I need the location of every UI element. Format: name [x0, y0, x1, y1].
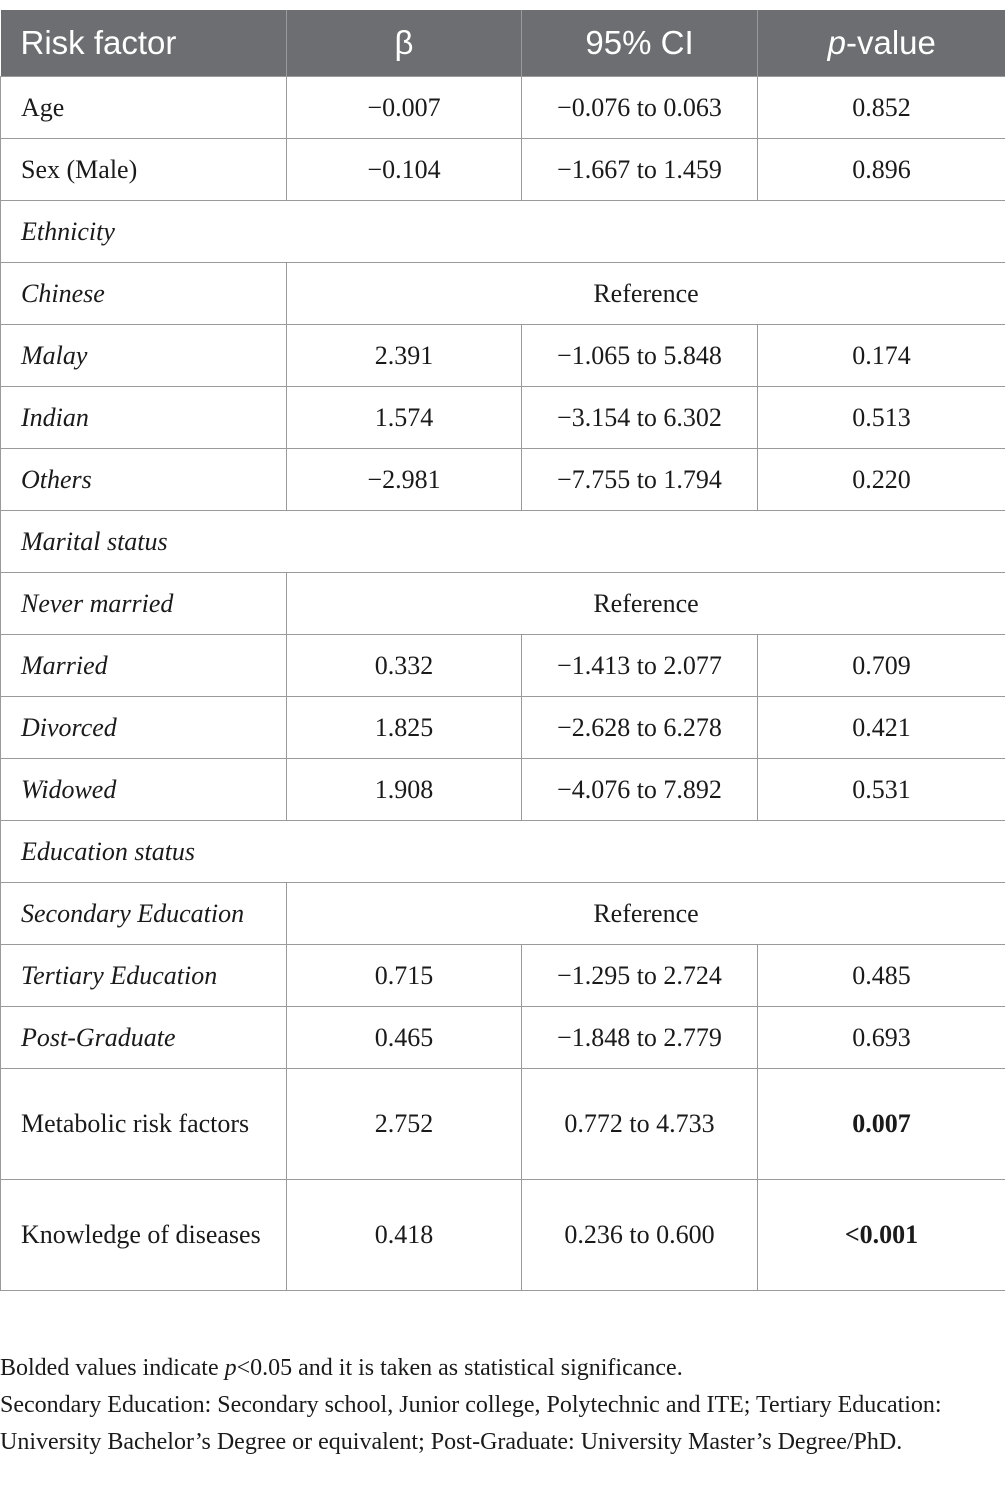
beta-cell: 0.418	[287, 1180, 522, 1291]
header-p-rest: -value	[845, 24, 936, 61]
ci-cell: −2.628 to 6.278	[522, 697, 758, 759]
beta-cell: 1.825	[287, 697, 522, 759]
section-label: Marital status	[1, 511, 1005, 573]
row-label: Indian	[1, 387, 287, 449]
footnote-p-italic: p	[224, 1355, 237, 1381]
row-label: Malay	[1, 325, 287, 387]
footnote-significance	[0, 1350, 1000, 1387]
section-label: Education status	[1, 821, 1005, 883]
ci-cell: −7.755 to 1.794	[522, 449, 758, 511]
table-row	[1, 387, 1005, 449]
ci-cell: −4.076 to 7.892	[522, 759, 758, 821]
p-value-cell: 0.896	[758, 139, 1005, 201]
p-value-cell: 0.513	[758, 387, 1005, 449]
beta-cell: 2.752	[287, 1069, 522, 1180]
beta-cell: −0.007	[287, 77, 522, 139]
p-value-cell: 0.531	[758, 759, 1005, 821]
header-ci: 95% CI	[522, 10, 758, 77]
table-row	[1, 1180, 1005, 1291]
table-row	[1, 945, 1005, 1007]
beta-cell: 1.908	[287, 759, 522, 821]
table-row	[1, 139, 1005, 201]
table-row	[1, 1007, 1005, 1069]
p-value-cell: 0.852	[758, 77, 1005, 139]
beta-cell: −2.981	[287, 449, 522, 511]
row-label: Knowledge of diseases	[1, 1180, 287, 1291]
section-row	[1, 201, 1005, 263]
table-row	[1, 77, 1005, 139]
section-row	[1, 511, 1005, 573]
header-p-italic: p	[827, 24, 846, 61]
reference-cell: Reference	[287, 573, 1005, 635]
p-value-cell: 0.421	[758, 697, 1005, 759]
ci-cell: −1.295 to 2.724	[522, 945, 758, 1007]
ci-cell: −0.076 to 0.063	[522, 77, 758, 139]
p-value-cell-significant: 0.007	[758, 1069, 1005, 1180]
beta-cell: 0.465	[287, 1007, 522, 1069]
ci-cell: −1.667 to 1.459	[522, 139, 758, 201]
row-label: Never married	[1, 573, 287, 635]
p-value-cell: 0.693	[758, 1007, 1005, 1069]
row-label: Divorced	[1, 697, 287, 759]
row-label: Post-Graduate	[1, 1007, 287, 1069]
section-label: Ethnicity	[1, 201, 1005, 263]
p-value-cell-significant: <0.001	[758, 1180, 1005, 1291]
footnote-text: Bolded values indicate	[0, 1355, 225, 1381]
table-row	[1, 697, 1005, 759]
table-footnotes	[0, 1350, 1000, 1461]
header-beta: β	[287, 10, 522, 77]
table-row	[1, 325, 1005, 387]
table-row	[1, 573, 1005, 635]
p-value-cell: 0.220	[758, 449, 1005, 511]
beta-cell: 1.574	[287, 387, 522, 449]
header-risk-factor: Risk factor	[1, 10, 287, 77]
p-value-cell: 0.485	[758, 945, 1005, 1007]
row-label: Widowed	[1, 759, 287, 821]
table-row	[1, 449, 1005, 511]
header-p-value	[758, 10, 1005, 77]
beta-cell: 0.715	[287, 945, 522, 1007]
regression-table	[0, 10, 1005, 1291]
row-label: Others	[1, 449, 287, 511]
ci-cell: −3.154 to 6.302	[522, 387, 758, 449]
footnote-text: <0.05 and it is taken as statistical significance.	[236, 1355, 683, 1381]
p-value-cell: 0.709	[758, 635, 1005, 697]
table-header-row	[1, 10, 1005, 77]
row-label: Chinese	[1, 263, 287, 325]
ci-cell: −1.413 to 2.077	[522, 635, 758, 697]
footnote-definitions: Secondary Education: Secondary school, Junior college, Polytechnic and ITE; Tertiary Education: University Bachelor’s Degree or equivalent; Post-Graduate: University Master’s Degree/PhD.	[0, 1392, 942, 1455]
ci-cell: −1.065 to 5.848	[522, 325, 758, 387]
p-value-cell: 0.174	[758, 325, 1005, 387]
row-label: Metabolic risk factors	[1, 1069, 287, 1180]
beta-cell: −0.104	[287, 139, 522, 201]
ci-cell: 0.772 to 4.733	[522, 1069, 758, 1180]
section-row	[1, 821, 1005, 883]
reference-cell: Reference	[287, 263, 1005, 325]
beta-cell: 2.391	[287, 325, 522, 387]
row-label: Sex (Male)	[1, 139, 287, 201]
table-row	[1, 1069, 1005, 1180]
table-row	[1, 635, 1005, 697]
table-row	[1, 883, 1005, 945]
beta-cell: 0.332	[287, 635, 522, 697]
ci-cell: −1.848 to 2.779	[522, 1007, 758, 1069]
row-label: Tertiary Education	[1, 945, 287, 1007]
row-label: Married	[1, 635, 287, 697]
reference-cell: Reference	[287, 883, 1005, 945]
ci-cell: 0.236 to 0.600	[522, 1180, 758, 1291]
table-row	[1, 263, 1005, 325]
table-row	[1, 759, 1005, 821]
row-label: Age	[1, 77, 287, 139]
row-label: Secondary Education	[1, 883, 287, 945]
